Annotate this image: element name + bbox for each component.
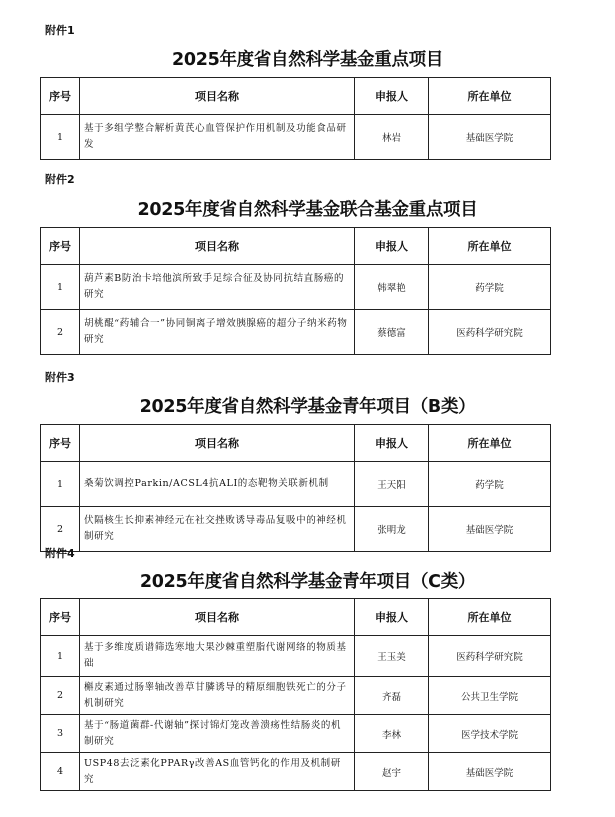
row-applicant: 韩翠艳 (355, 265, 429, 310)
section-title: 2025年度省自然科学基金青年项目（B类） (139, 397, 476, 417)
col-header-applicant: 申报人 (355, 425, 429, 462)
col-header-applicant: 申报人 (355, 78, 429, 115)
row-no: 3 (41, 715, 80, 753)
row-unit: 药学院 (429, 462, 551, 507)
col-header-no: 序号 (41, 228, 80, 265)
table-row (41, 265, 551, 310)
row-unit: 药学院 (429, 265, 551, 310)
row-applicant: 李林 (355, 715, 429, 753)
row-project-name: 葫芦素B防治卡培他滨所致手足综合征及协同抗结直肠癌的研究 (80, 265, 355, 310)
attachment-label: 附件2 (45, 173, 75, 186)
col-header-project-name: 项目名称 (80, 599, 355, 636)
col-header-no: 序号 (41, 599, 80, 636)
section-title: 2025年度省自然科学基金重点项目 (171, 50, 444, 70)
row-project-name: 槲皮素通过肠睾轴改善草甘膦诱导的精原细胞铁死亡的分子机制研究 (80, 677, 355, 715)
table-row (41, 507, 551, 552)
row-unit: 基础医学院 (429, 507, 551, 552)
col-header-no: 序号 (41, 425, 80, 462)
col-header-project-name: 项目名称 (80, 228, 355, 265)
table-row (41, 462, 551, 507)
table-header-row (41, 228, 551, 265)
row-project-name: 伏隔核生长抑素神经元在社交挫败诱导毒品复吸中的神经机制研究 (80, 507, 355, 552)
attachment-label: 附件3 (45, 371, 75, 384)
col-header-unit: 所在单位 (429, 425, 551, 462)
row-no: 1 (41, 115, 80, 160)
row-applicant: 王玉美 (355, 636, 429, 677)
col-header-project-name: 项目名称 (80, 78, 355, 115)
row-unit: 医药科学研究院 (429, 310, 551, 355)
row-no: 1 (41, 265, 80, 310)
table-row (41, 677, 551, 715)
table-row (41, 115, 551, 160)
col-header-applicant: 申报人 (355, 228, 429, 265)
row-no: 1 (41, 636, 80, 677)
row-project-name: 桑菊饮调控Parkin/ACSL4抗ALI的态靶物关联新机制 (80, 462, 355, 507)
row-unit: 基础医学院 (429, 115, 551, 160)
row-no: 4 (41, 753, 80, 791)
row-no: 2 (41, 310, 80, 355)
row-applicant: 赵宇 (355, 753, 429, 791)
row-unit: 基础医学院 (429, 753, 551, 791)
table-header-row (41, 425, 551, 462)
col-header-project-name: 项目名称 (80, 425, 355, 462)
table-row (41, 715, 551, 753)
row-applicant: 蔡德富 (355, 310, 429, 355)
row-applicant: 齐磊 (355, 677, 429, 715)
row-project-name: 基于多组学整合解析黄芪心血管保护作用机制及功能食品研发 (80, 115, 355, 160)
row-no: 2 (41, 677, 80, 715)
row-project-name: 胡桃醌“药辅合一”协同铜离子增效胰腺癌的超分子纳米药物研究 (80, 310, 355, 355)
row-unit: 医药科学研究院 (429, 636, 551, 677)
row-applicant: 王天阳 (355, 462, 429, 507)
attachment-label: 附件1 (45, 24, 75, 37)
row-unit: 医学技术学院 (429, 715, 551, 753)
row-project-name: 基于“肠道菌群-代谢轴”探讨锦灯笼改善溃疡性结肠炎的机制研究 (80, 715, 355, 753)
table-header-row (41, 599, 551, 636)
row-unit: 公共卫生学院 (429, 677, 551, 715)
row-applicant: 张明龙 (355, 507, 429, 552)
table-row (41, 310, 551, 355)
table-row (41, 636, 551, 677)
row-applicant: 林岩 (355, 115, 429, 160)
col-header-unit: 所在单位 (429, 599, 551, 636)
col-header-no: 序号 (41, 78, 80, 115)
attachment-label: 附件4 (45, 547, 75, 560)
col-header-applicant: 申报人 (355, 599, 429, 636)
row-project-name: 基于多维度质谱筛选寒地大果沙棘重塑脂代谢网络的物质基础 (80, 636, 355, 677)
col-header-unit: 所在单位 (429, 228, 551, 265)
table-header-row (41, 78, 551, 115)
row-project-name: USP48去泛素化PPARγ改善AS血管钙化的作用及机制研究 (80, 753, 355, 791)
table-row (41, 753, 551, 791)
row-no: 1 (41, 462, 80, 507)
project-table (40, 227, 551, 355)
section-title: 2025年度省自然科学基金青年项目（C类） (139, 572, 476, 592)
project-table (40, 598, 551, 791)
row-no: 2 (41, 507, 80, 552)
project-table (40, 77, 551, 160)
section-title: 2025年度省自然科学基金联合基金重点项目 (137, 200, 478, 220)
col-header-unit: 所在单位 (429, 78, 551, 115)
project-table (40, 424, 551, 552)
